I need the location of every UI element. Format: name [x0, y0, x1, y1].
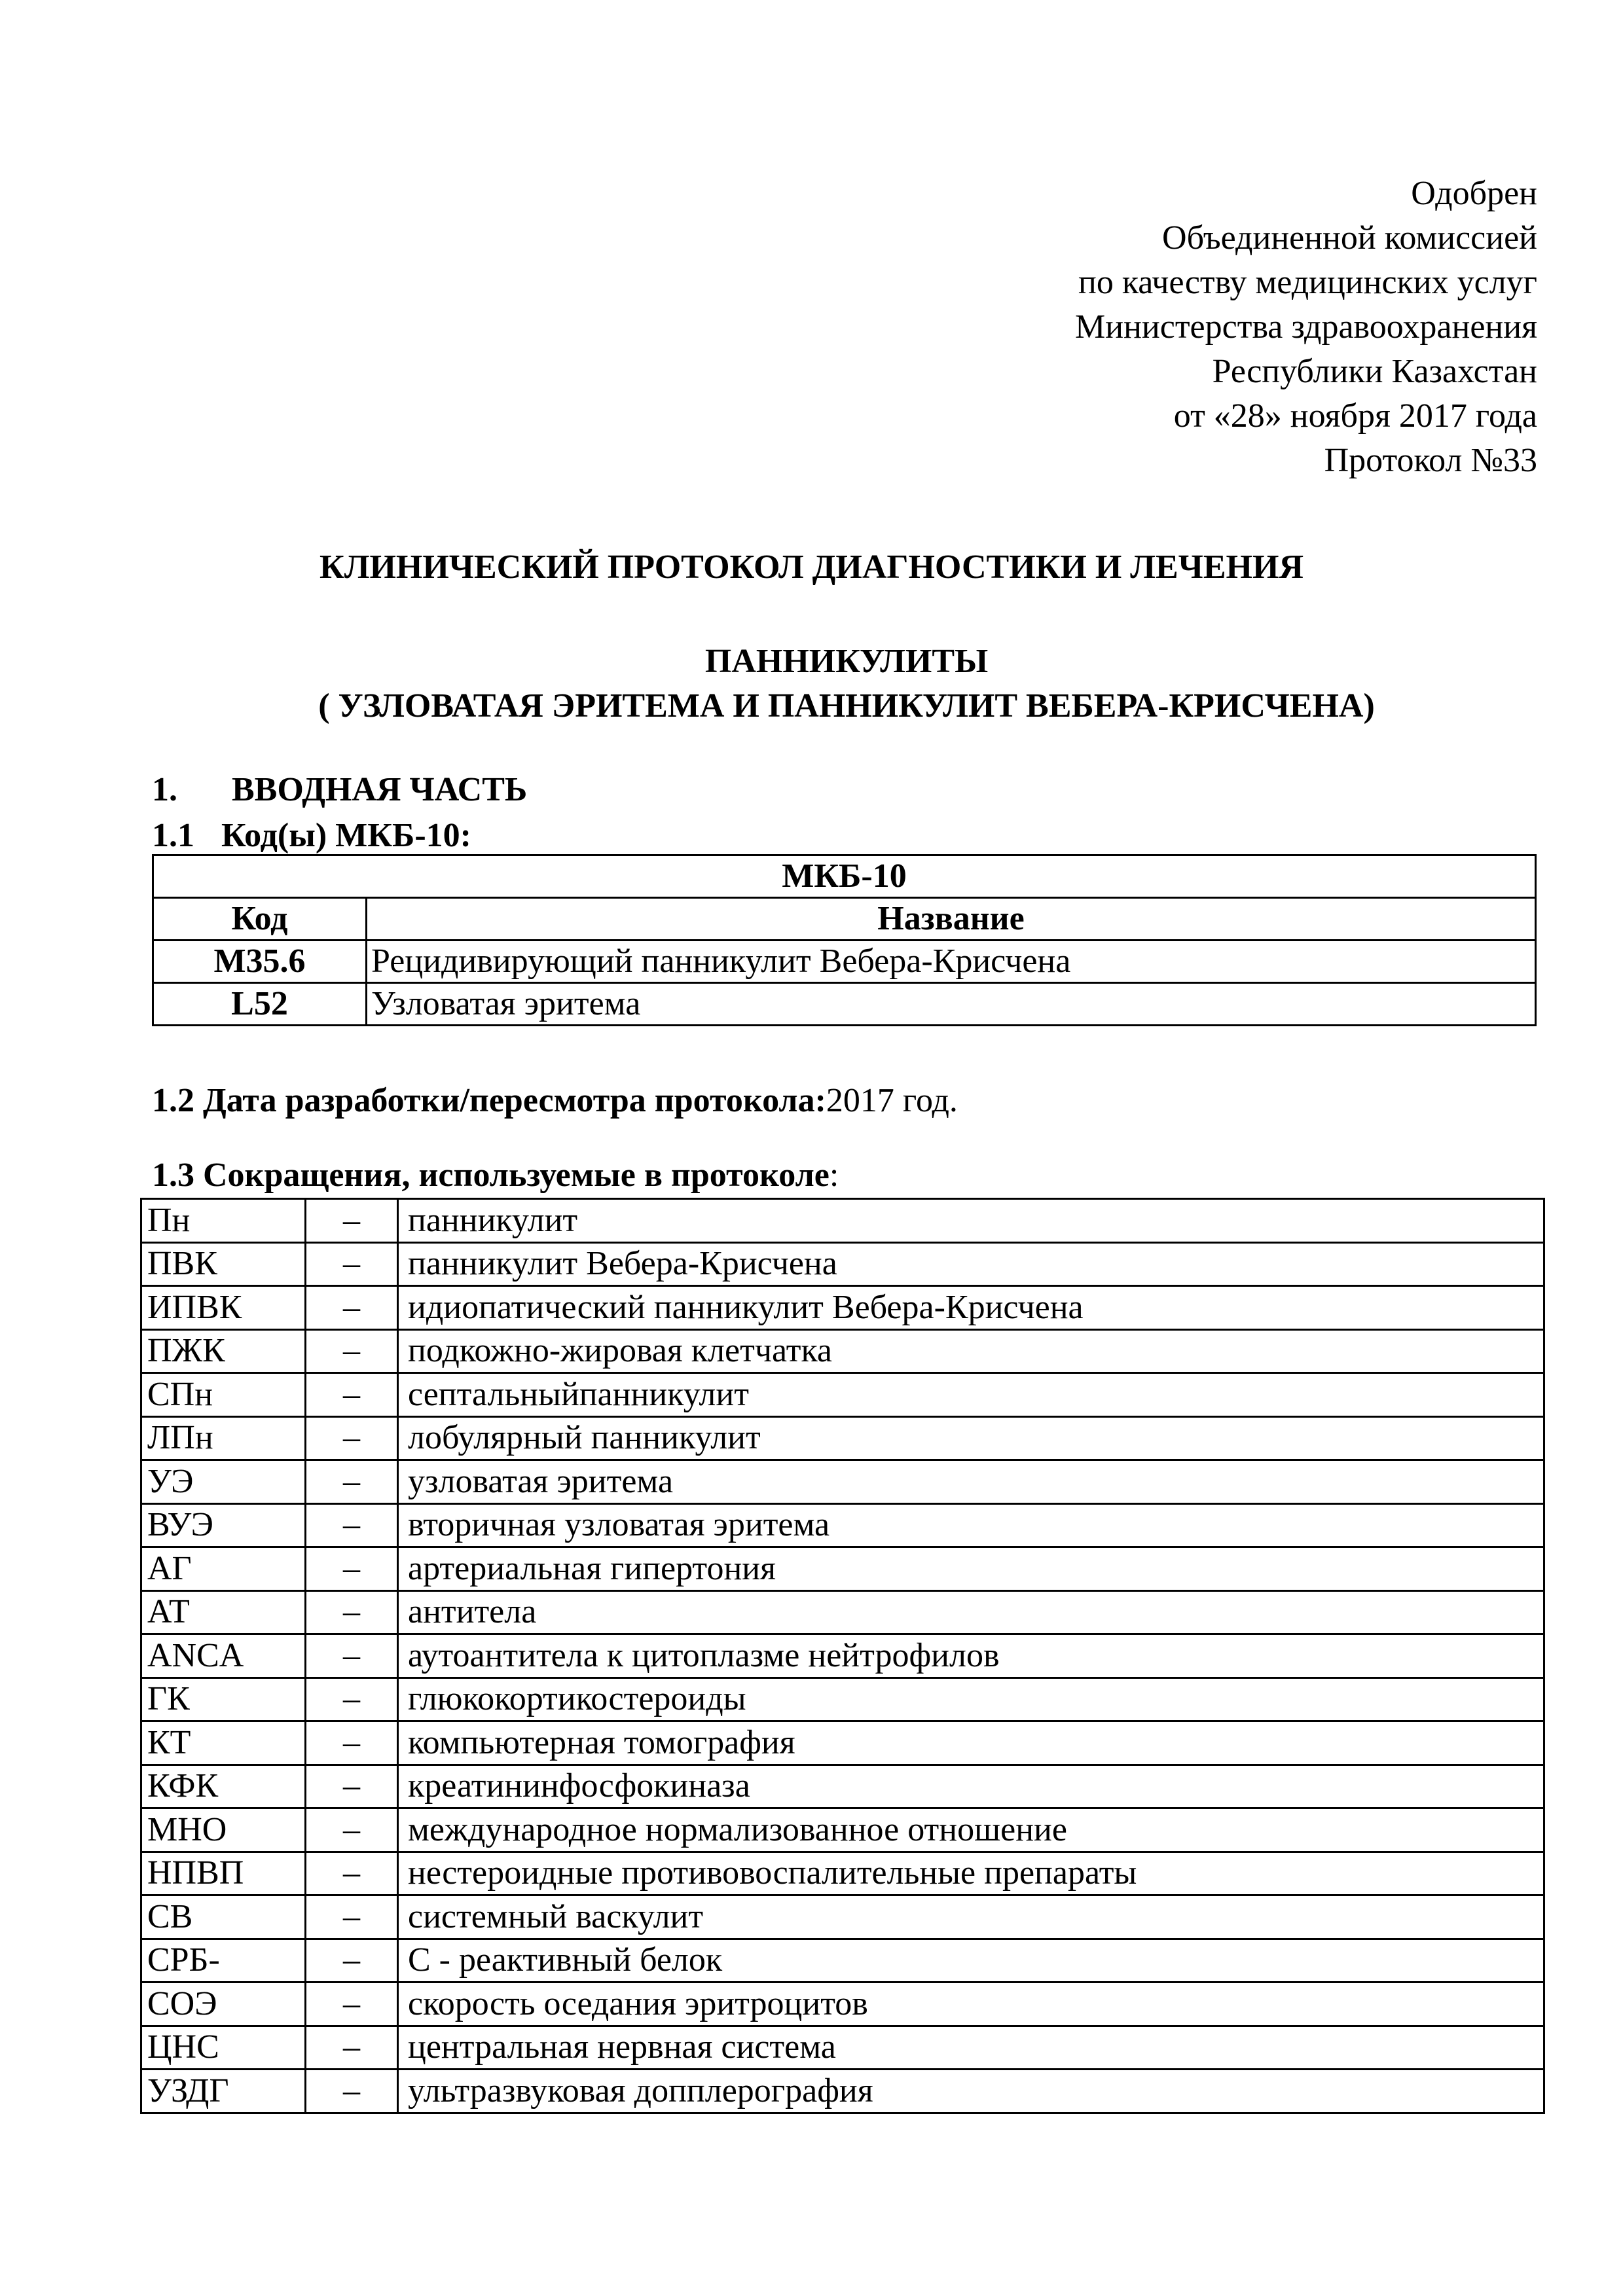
abbreviation-meaning: ультразвуковая допплерография [398, 2070, 1544, 2113]
abbreviation-meaning: панникулит Вебера-Крисчена [398, 1242, 1544, 1286]
dash: – [306, 1808, 398, 1852]
table-row [141, 1721, 1544, 1765]
abbreviation-meaning: глюкокортикостероиды [398, 1677, 1544, 1721]
mkb-name: Рецидивирующий панникулит Вебера-Крисчена [367, 941, 1536, 983]
table-row [141, 1329, 1544, 1373]
abbreviation-meaning: подкожно-жировая клетчатка [398, 1329, 1544, 1373]
dash: – [306, 1242, 398, 1286]
approval-line: по качеству медицинских услуг [1078, 264, 1537, 301]
table-header-row [153, 898, 1536, 941]
table-row [141, 1634, 1544, 1678]
abbreviation-meaning: антитела [398, 1590, 1544, 1634]
abbreviation: МНО [141, 1808, 306, 1852]
abbreviation: ГК [141, 1677, 306, 1721]
section-number: 1. [152, 771, 177, 808]
dash: – [306, 1416, 398, 1460]
document-title: КЛИНИЧЕСКИЙ ПРОТОКОЛ ДИАГНОСТИКИ И ЛЕЧЕНИЯ [319, 548, 1304, 586]
approval-line: от «28» ноября 2017 года [1173, 397, 1537, 435]
abbreviation-meaning: нестероидные противовоспалительные препараты [398, 1852, 1544, 1895]
abbreviation-meaning: аутоантитела к цитоплазме нейтрофилов [398, 1634, 1544, 1678]
section-number: 1.1 [152, 817, 194, 854]
mkb-table [152, 854, 1537, 1026]
abbreviation: СПн [141, 1373, 306, 1417]
table-row [141, 1286, 1544, 1330]
section-1-2 [152, 1080, 958, 1122]
abbreviation-meaning: компьютерная томография [398, 1721, 1544, 1765]
dash: – [306, 2026, 398, 2070]
table-row [141, 1808, 1544, 1852]
abbreviation: СОЭ [141, 1982, 306, 2026]
abbreviation-meaning: узловатая эритема [398, 1460, 1544, 1504]
approval-line: Министерства здравоохранения [1075, 308, 1537, 346]
abbreviation: УЭ [141, 1460, 306, 1504]
table-row [141, 2070, 1544, 2113]
section-1-heading [152, 769, 527, 811]
dash: – [306, 1895, 398, 1939]
table-row [141, 1852, 1544, 1895]
section-label: 1.3 Сокращения, используемые в протоколе [152, 1157, 830, 1194]
table-row [141, 1895, 1544, 1939]
abbreviation: АТ [141, 1590, 306, 1634]
disease-title: ПАННИКУЛИТЫ [704, 643, 989, 680]
abbreviation: ПЖК [141, 1329, 306, 1373]
table-caption-row [153, 855, 1536, 898]
dash: – [306, 1634, 398, 1678]
dash: – [306, 1547, 398, 1591]
abbreviation: ПВК [141, 1242, 306, 1286]
abbreviation: НПВП [141, 1852, 306, 1895]
abbreviation: СРБ- [141, 1939, 306, 1982]
abbreviation: СВ [141, 1895, 306, 1939]
abbreviation-meaning: панникулит [398, 1199, 1544, 1243]
table-row [141, 1460, 1544, 1504]
dash: – [306, 1460, 398, 1504]
dash: – [306, 1982, 398, 2026]
section-1-1-heading [152, 815, 471, 857]
abbreviation-meaning: центральная нервная система [398, 2026, 1544, 2070]
dash: – [306, 1286, 398, 1330]
dash: – [306, 1329, 398, 1373]
dash: – [306, 1852, 398, 1895]
table-row [141, 1982, 1544, 2026]
abbreviation-meaning: септальныйпанникулит [398, 1373, 1544, 1417]
abbreviation-meaning: артериальная гипертония [398, 1547, 1544, 1591]
mkb-name: Узловатая эритема [367, 983, 1536, 1026]
abbreviation: ИПВК [141, 1286, 306, 1330]
dash: – [306, 1677, 398, 1721]
abbreviation-meaning: С - реактивный белок [398, 1939, 1544, 1982]
abbreviation-meaning: идиопатический панникулит Вебера-Крисчена [398, 1286, 1544, 1330]
mkb-code: L52 [153, 983, 367, 1026]
dash: – [306, 2070, 398, 2113]
abbreviations-body [141, 1199, 1544, 2113]
section-colon: : [829, 1157, 839, 1194]
approval-block [1075, 171, 1537, 483]
table-row [141, 1765, 1544, 1808]
table-row [141, 1590, 1544, 1634]
section-label: ВВОДНАЯ ЧАСТЬ [232, 771, 528, 808]
disease-subtitle: ( УЗЛОВАТАЯ ЭРИТЕМА И ПАННИКУЛИТ ВЕБЕРА-КРИСЧЕНА) [318, 687, 1375, 725]
table-row [141, 1939, 1544, 1982]
section-label: Код(ы) МКБ-10: [221, 817, 471, 854]
abbreviation: ЦНС [141, 2026, 306, 2070]
column-header-name: Название [367, 898, 1536, 941]
abbreviation: ANCA [141, 1634, 306, 1678]
abbreviation: ВУЭ [141, 1503, 306, 1547]
abbreviation: КТ [141, 1721, 306, 1765]
table-row [141, 1677, 1544, 1721]
approval-line: Протокол №33 [1324, 442, 1537, 479]
mkb-code: M35.6 [153, 941, 367, 983]
abbreviation: ЛПн [141, 1416, 306, 1460]
table-row [141, 1199, 1544, 1243]
dash: – [306, 1765, 398, 1808]
dash: – [306, 1373, 398, 1417]
development-year: 2017 год. [826, 1082, 958, 1119]
abbreviation-meaning: скорость оседания эритроцитов [398, 1982, 1544, 2026]
abbreviation-meaning: международное нормализованное отношение [398, 1808, 1544, 1852]
abbreviation: УЗДГ [141, 2070, 306, 2113]
abbreviation: КФК [141, 1765, 306, 1808]
abbreviation-meaning: лобулярный панникулит [398, 1416, 1544, 1460]
table-row [141, 1416, 1544, 1460]
abbreviation-meaning: креатининфосфокиназа [398, 1765, 1544, 1808]
approval-line: Объединенной комиссией [1162, 219, 1537, 257]
column-header-code: Код [153, 898, 367, 941]
dash: – [306, 1721, 398, 1765]
dash: – [306, 1939, 398, 1982]
section-label: 1.2 Дата разработки/пересмотра протокола: [152, 1082, 826, 1119]
approval-line: Республики Казахстан [1212, 353, 1537, 390]
table-row [153, 941, 1536, 983]
dash: – [306, 1503, 398, 1547]
table-row [141, 2026, 1544, 2070]
dash: – [306, 1199, 398, 1243]
abbreviations-table [140, 1198, 1545, 2114]
table-row [141, 1373, 1544, 1417]
abbreviation: АГ [141, 1547, 306, 1591]
abbreviation-meaning: системный васкулит [398, 1895, 1544, 1939]
table-caption: МКБ-10 [153, 855, 1536, 898]
dash: – [306, 1590, 398, 1634]
approval-line: Одобрен [1411, 175, 1537, 212]
table-row [141, 1242, 1544, 1286]
table-row [141, 1547, 1544, 1591]
disease-title-block [0, 639, 1623, 728]
abbreviation-meaning: вторичная узловатая эритема [398, 1503, 1544, 1547]
section-1-3 [152, 1155, 839, 1196]
table-row [141, 1503, 1544, 1547]
abbreviation: Пн [141, 1199, 306, 1243]
table-row [153, 983, 1536, 1026]
